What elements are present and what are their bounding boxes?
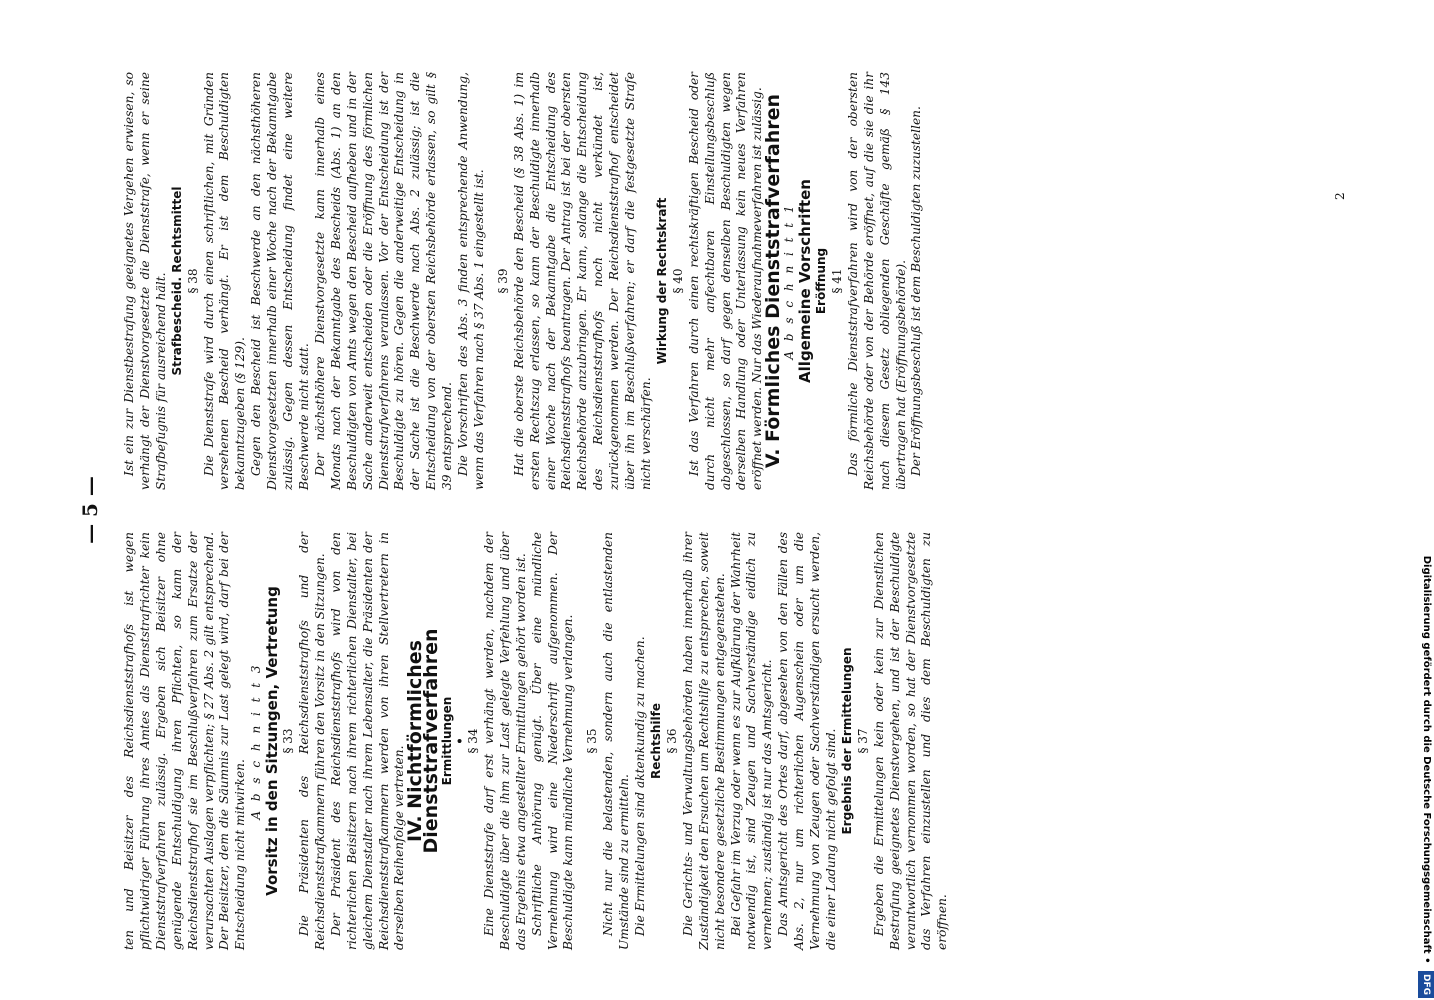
- sheet-signature-number: 2: [1333, 192, 1347, 200]
- paragraph: Schriftliche Anhörung genügt. Über eine mündliche Vernehmung wird eine Niederschrift aufgenommen. Der Beschuldigte kann mündliche Vernehmung verlangen.: [529, 532, 576, 950]
- paragraph-number-40: § 40: [670, 268, 685, 294]
- paragraph: Der Präsident des Reichsdienststrafhofs wird von den richterlichen Beisitzern nach ihrem richterlichen Dienstalter, bei gleichem Dienstalter nach ihrem Lebensalter, die Präsidenten der Reichsdienststrafkammern werden von ihren Stellvertretern in derselben Reihenfolge vertreten.: [328, 532, 407, 950]
- paragraph-number-38: § 38: [185, 268, 200, 294]
- bullet-mark: •: [453, 736, 470, 746]
- paragraph-number-35: § 35: [585, 728, 600, 754]
- section-label-abschnitt-1: A b s c h n i t t 1: [782, 202, 797, 360]
- paragraph: Bei Gefahr im Verzug oder wenn es zur Aufklärung der Wahrheit notwendig ist, sind Zeugen und Sachverständige eidlich zu vernehmen; zuständig ist nur das Amtsgericht.: [728, 532, 775, 950]
- paragraph-number-39: § 39: [495, 268, 510, 294]
- section-label-abschnitt-3: A b s c h n i t t 3: [249, 662, 264, 820]
- paragraph-number-34: § 34: [466, 728, 481, 754]
- paragraph: Ergeben die Ermittelungen kein oder kein zur Dienstlichen Bestrafung geeignetes Dienstvergehen, und ist der Beschuldigte verantwortlich vernommen worden, so hat der Dienstvorgesetzte das Verfahren einzustellen und dies dem Beschuldigten zu eröffnen.: [871, 532, 950, 950]
- heading-ermittlungen: Ermittlungen: [440, 696, 455, 786]
- paragraph: Ist das Verfahren durch einen rechtskräftigen Bescheid oder durch nicht mehr anfechtbaren Einstellungsbeschluß abgeschlossen, so darf gegen denselben Beschuldigten wegen derselben Handlung oder Unterlassung kein neues Verfahren eröffnet werden. Nur das Wiederaufnahmeverfahren ist zulässig.: [686, 72, 765, 490]
- dfg-logo: DFG: [1418, 971, 1434, 998]
- digitization-credit: [1418, 8, 1434, 998]
- heading-rechtshilfe: Rechtshilfe: [649, 702, 663, 780]
- paragraph: Eine Dienststrafe darf erst verhängt werden, nachdem der Beschuldigte über die ihm zur Last gelegte Verfehlung und über das Ergebnis etwa angestellter Ermittlungen gehört worden ist.: [481, 532, 528, 950]
- heading-eroeffnung: Eröffnung: [813, 247, 828, 315]
- paragraph-number-37: § 37: [855, 728, 870, 754]
- paragraph: Das Amtsgericht des Ortes darf, abgesehen von den Fällen des Abs. 2, nur um richterlichen Augenschein oder um die Vernehmung von Zeugen oder Sachverständigen ersucht werden, die einer Ladung nicht gefolgt sind.: [776, 532, 838, 950]
- paragraph: Die Vorschriften des Abs. 3 finden entsprechende Anwendung, wenn das Verfahren nach § 37 Abs. 1 eingestellt ist.: [456, 72, 486, 490]
- right-column: [122, 72, 925, 490]
- paragraph-number-41: § 41: [829, 268, 844, 294]
- paragraph: Die Ermittelungen sind aktenkundig zu machen.: [633, 636, 648, 936]
- paragraph-number-33: § 33: [281, 728, 296, 754]
- paragraph: Die Gerichts- und Verwaltungsbehörden haben innerhalb ihrer Zuständigkeit den Ersuchen um Rechtshilfe zu entsprechen, soweit nicht besondere gesetzliche Bestimmungen entgegenstehen.: [680, 532, 727, 950]
- page-header: — 5 —: [78, 476, 102, 544]
- paragraph: Die Dienststrafe wird durch einen schriftlichen, mit Gründen versehenen Bescheid verhängt. Er ist dem Beschuldigten bekanntzugeben (§ 129).: [201, 72, 248, 490]
- heading-vorsitz: Vorsitz in den Sitzungen, Vertretung: [263, 586, 282, 896]
- paragraph: Hat die oberste Reichsbehörde den Bescheid (§ 38 Abs. 1) im ersten Rechtszug erlassen, so kann der Beschuldigte innerhalb einer Woche nach der Bekanntgabe die Entscheidung des Reichsdienststrafhofs beantragen. Der Antrag ist bei der obersten Reichsbehörde anzubringen. Er kann, solange die Entscheidung des Reichsdienststrafhofs noch nicht verkündet ist, zurückgenommen werden. Der Reichsdienststrafhof entscheidet über ihn im Beschlußverfahren; er darf die festgesetzte Strafe nicht verschärfen.: [511, 72, 653, 490]
- heading-strafbescheid: Strafbescheid. Rechtsmittel: [169, 186, 184, 376]
- heading-allgemeine: Allgemeine Vorschriften: [796, 179, 815, 383]
- heading-ergebnis: Ergebnis der Ermittelungen: [839, 647, 854, 835]
- paragraph: Nicht nur die belastenden, sondern auch die entlastenden Umstände sind zu ermitteln.: [601, 532, 632, 950]
- paragraph: Der nächsthöhere Dienstvorgesetzte kann innerhalb eines Monats nach der Bekanntgabe des Bescheids (Abs. 1) an den Beschuldigten von Amts wegen den Bescheid aufheben und in der Sache anderweit entscheiden oder die Eröffnung des förmlichen Dienststrafverfahrens veranlassen. Vor der Entscheidung ist der Beschuldigte zu hören. Gegen die anderweitige Entscheidung in der Sache ist die Beschwerde nach Abs. 2 zulässig; ist die Entscheidung von der obersten Reichsbehörde erlassen, so gilt § 39 entsprechend.: [312, 72, 455, 490]
- heading-v: V. Förmliches Dienststrafverfahren: [762, 93, 785, 469]
- paragraph: Ist ein zur Dienstbestrafung geeignetes Vergehen erwiesen, so verhängt der Dienstvorgesetzte die Dienststrafe, wenn er seine Strafbefugnis für ausreichend hält.: [122, 72, 168, 490]
- document-page: [78, 60, 1408, 960]
- paragraph: Gegen den Bescheid ist Beschwerde an den nächsthöheren Dienstvorgesetzten innerhalb einer Woche nach der Bekanntgabe zulässig. Gegen dessen Entscheidung findet eine weitere Beschwerde nicht statt.: [249, 72, 311, 490]
- paragraph: Der Eröffnungsbeschluß ist dem Beschuldigten zuzustellen.: [909, 106, 924, 476]
- paragraph: Das förmliche Dienststrafverfahren wird von der obersten Reichsbehörde oder von der Behörde eröffnet, auf die sie die ihr nach diesem Gesetz obliegenden Geschäfte gemäß § 143 übertragen hat (Eröffnungsbehörde).: [845, 72, 908, 490]
- paragraph: ten und Beisitzer des Reichsdienststrafhofs ist wegen pflichtwidriger Führung ihres Amtes als Dienststrafrichter kein Dienststrafverfahren zulässig. Ergeben sich Beisitzer ohne genügende Entschuldigung ihren Pflichten, so kann der Reichsdienststrafhof sie im Beschlußverfahren zum Ersatze der verursachten Auslagen verpflichten; § 27 Abs. 2 gilt entsprechend. Der Beisitzer, dem die Säumnis zur Last gelegt wird, darf bei der Entscheidung nicht mitwirken.: [122, 532, 248, 950]
- heading-wirkung: Wirkung der Rechtskraft: [654, 197, 669, 365]
- credit-text: Digitalisierung gefördert durch die Deutsche Forschungsgemeinschaft •: [1421, 555, 1432, 964]
- heading-iv: IV. Nichtförmliches Dienststrafverfahren: [404, 628, 443, 854]
- left-column: [122, 532, 951, 950]
- paragraph: Die Präsidenten des Reichsdienststrafhofs und der Reichsdienststrafkammern führen den Vorsitz in den Sitzungen.: [296, 532, 327, 950]
- paragraph-number-36: § 36: [664, 728, 679, 754]
